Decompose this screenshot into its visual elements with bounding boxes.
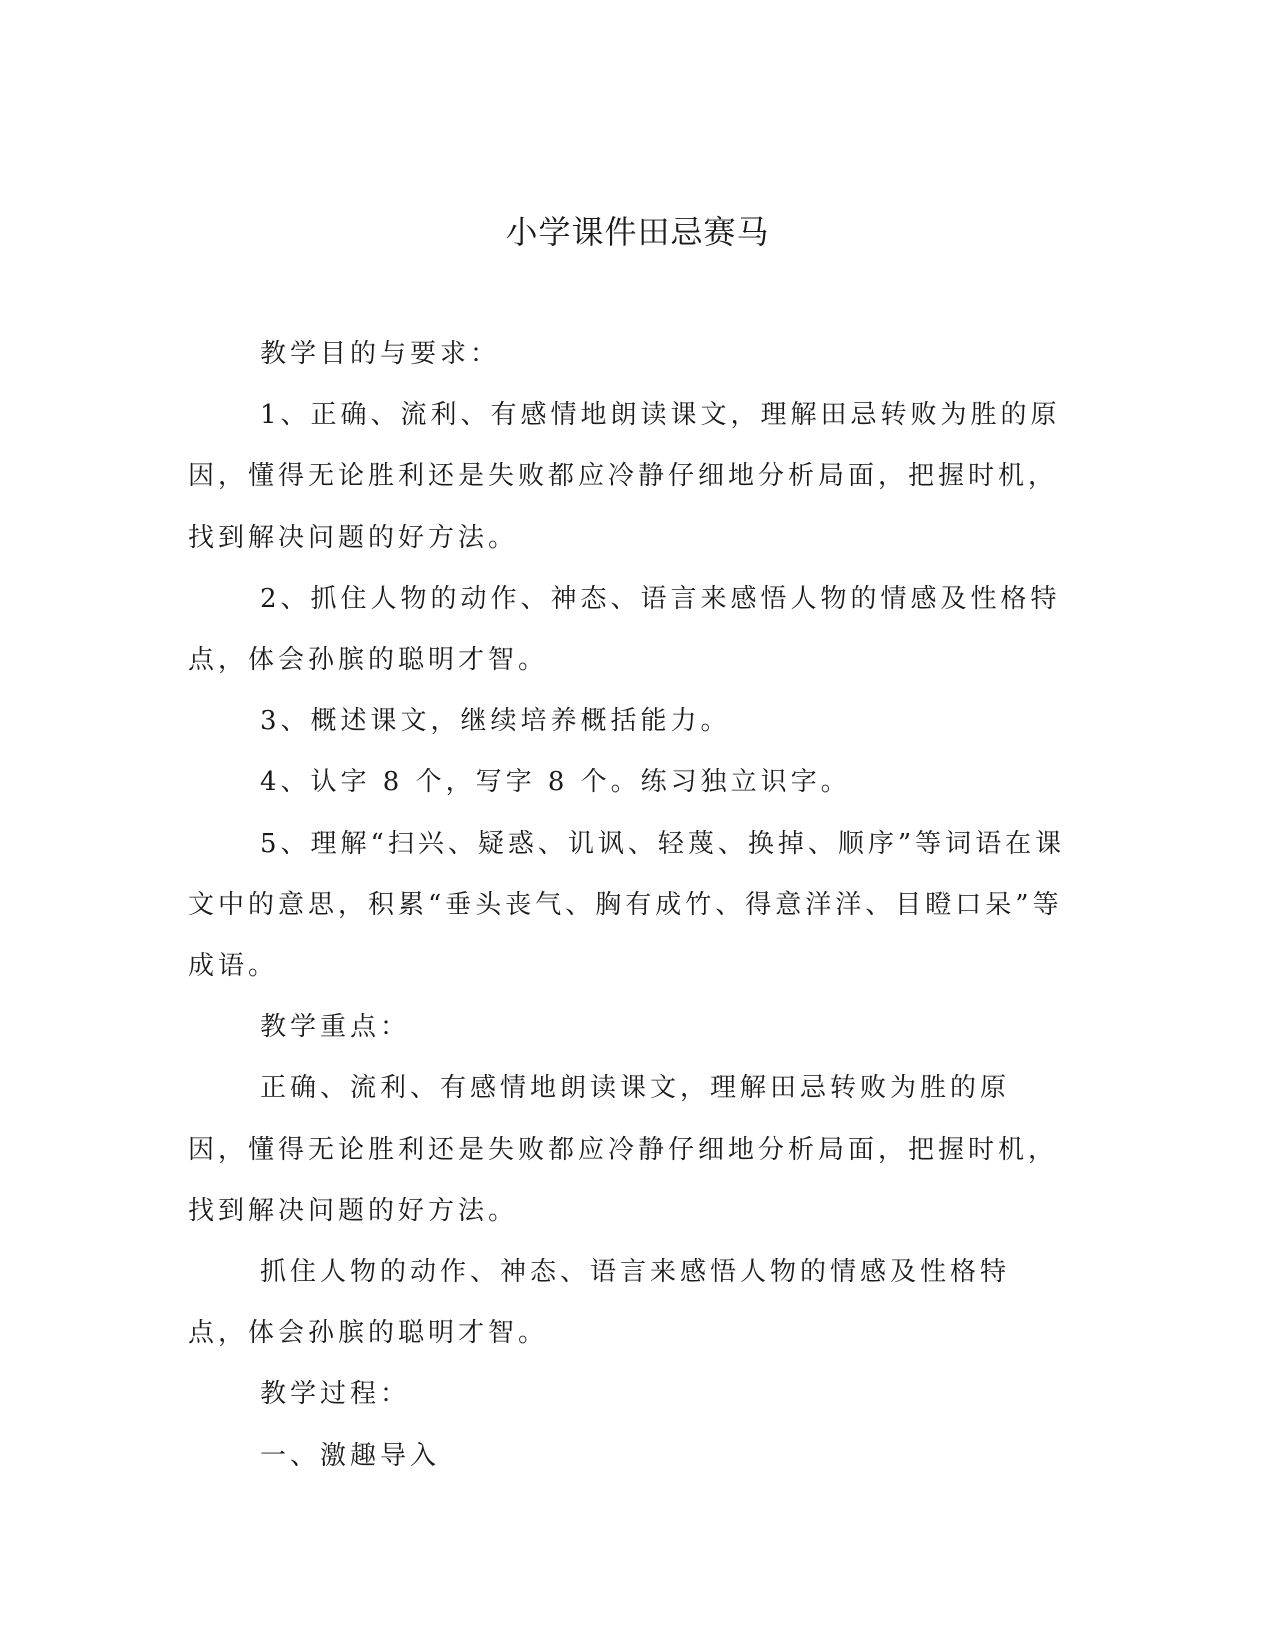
objective-item-5: 5、理解“扫兴、疑惑、讥讽、轻蔑、换掉、顺序”等词语在课文中的意思，积累“垂头丧气、胸有成竹、得意洋洋、目瞪口呆”等成语。 — [188, 828, 1066, 982]
section-heading-objectives: 教学目的与要求： — [260, 339, 501, 369]
document-body — [188, 324, 1068, 1487]
section-heading-key-points: 教学重点： — [260, 1012, 411, 1043]
process-step-1: 一、激趣导入 — [260, 1440, 441, 1471]
objective-item-3: 3、概述课文，继续培养概括能力。 — [260, 706, 731, 737]
key-point-1: 正确、流利、有感情地朗读课文，理解田忌转败为胜的原因，懂得无论胜利还是失败都应冷静仔细地分析局面，把握时机，找到解决问题的好方法。 — [188, 1073, 1059, 1226]
section-heading-process: 教学过程： — [260, 1379, 411, 1410]
objective-item-1: 1、正确、流利、有感情地朗读课文，理解田忌转败为胜的原因，懂得无论胜利还是失败都应冷静仔细地分析局面，把握时机，找到解决问题的好方法。 — [188, 400, 1061, 553]
key-point-2: 抓住人物的动作、神态、语言来感悟人物的情感及性格特点，体会孙膑的聪明才智。 — [188, 1257, 1011, 1349]
objective-item-2: 2、抓住人物的动作、神态、语言来感悟人物的情感及性格特点，体会孙膑的聪明才智。 — [188, 583, 1061, 676]
objective-item-4: 4、认字 8 个，写字 8 个。练习独立识字。 — [260, 767, 851, 798]
document-title: 小学课件田忌赛马 — [505, 213, 770, 251]
